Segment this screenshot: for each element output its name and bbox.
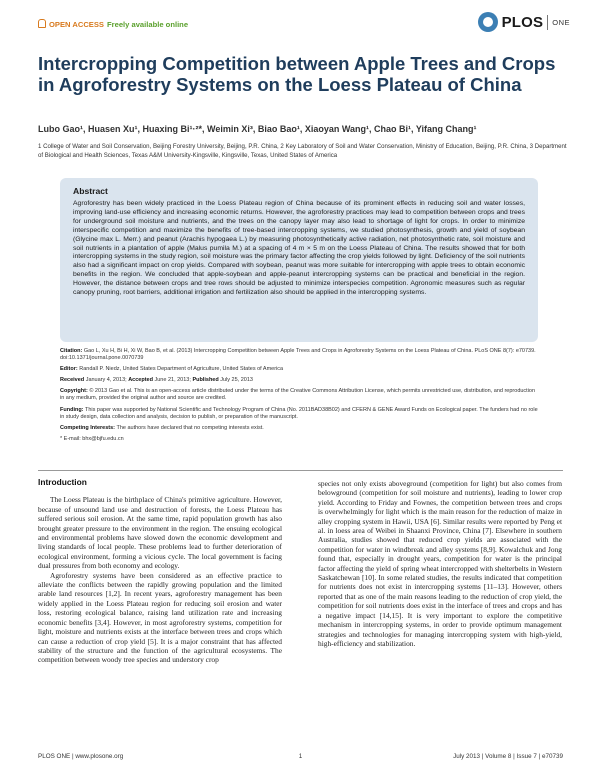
body-column-right	[318, 479, 562, 648]
published-date: July 25, 2013	[220, 377, 253, 384]
abstract-box	[60, 178, 538, 342]
footer-journal[interactable]: PLOS ONE | www.plosone.org	[38, 753, 124, 760]
email-line[interactable]: * E-mail: bhx@bjfu.edu.cn	[60, 435, 124, 442]
copyright-text: © 2013 Gao et al. This is an open-access article distributed under the terms of the Creative Commons Attribution License, which permits unrestricted use, distribution, and reproduction in any medium, provided the original author and source are credited.	[60, 388, 536, 402]
copyright-line	[60, 388, 538, 402]
plos-circle-icon	[478, 12, 498, 32]
open-access-banner	[38, 19, 188, 29]
funding-line	[60, 407, 538, 421]
free-availability-label: Freely available online	[107, 20, 189, 29]
funding-text: This paper was supported by National Scientific and Technology Program of China (No. 2011BAD38B02) and CFERN & GENE Award Funds on Ecological paper. The funders had no role in study design, data collection and analysis, decision to publish, or preparation of the manuscript.	[60, 406, 538, 420]
body-column-left	[38, 478, 282, 665]
published-label: Published	[192, 377, 219, 384]
editor-line	[60, 366, 538, 373]
footer-issue: July 2013 | Volume 8 | Issue 7 | e70739	[453, 753, 563, 760]
plos-brand: PLOS	[501, 13, 544, 31]
body-paragraph: The Loess Plateau is the birthplace of China's primitive agriculture. However, because of unsound land use and destruction of forests, the Loess Plateau has suffered serious soil erosion. At the same time, rapid population growth has also brought greater pressure to the environment in the region. The ensuing ecological and environmental problems have slowed down the economic development and living standards of local people. These problems lead to further deterioration of ecological environment, forming a vicious cycle. The local government is facing dual pressures from both economy and ecology.	[38, 495, 282, 571]
open-lock-icon	[38, 19, 46, 28]
dates-line	[60, 377, 538, 384]
citation-line	[60, 348, 538, 362]
body-paragraph: Agroforestry systems have been considered as an effective practice to alleviate the conflicts between the rapidly growing population and the limited arable land resources [1,2]. In recent years, agroforestry management has been widely applied in the Loess Plateau region for reducing soil erosion and water loss, restoring ecological balance, raising land utilization rate and increasing economic benefits [3,4]. However, in most agroforestry systems, competition for light, moisture and nutrients exists at the interface between trees and crops which can cause a reduction of crop yield [5]. It is a major constraint that has affected stability of the structure and the function of the agricultural ecosystems. The competition between woody tree species and understory crop	[38, 570, 282, 665]
section-divider	[38, 470, 563, 471]
page-number: 1	[298, 753, 303, 760]
plos-logo	[478, 12, 570, 32]
accepted-label: Accepted	[128, 377, 153, 384]
citation-label: Citation:	[60, 348, 83, 354]
body-paragraph: species not only exists aboveground (competition for light) but also comes from belowground (competition for soil moisture and nutrients), leading to lower crop yield. According to Friday and Fownes, the competition between trees and crops is overwhelmingly for light which is the main reason for the reduction of maize in alley cropping system in Hawii, USA [6]. Similar results were reported by Peng et al. in loess area of Weibei in Shaanxi Province, China [7]. Elsewhere in southern Australia, studies showed that reduced crop yields are associated with the competition for water in windbreak and alley systems [8,9]. Kowalchuk and Jong found that, especially in drought years, competition for water is the principal factor affecting the yield of spring wheat intercropped with shelterbelts in Western Saskatchewan [10]. In some related studies, the results indicated that competition for nutrients does not exist in intercropping systems [11–13]. However, others reported that as one of the main reasons leading to the reduction of crop yield, the competition for soil nutrients does exist in the interface of trees and crops and has a negative impact [14,15]. It is very important to explore the competitive mechanism in intercropping systems, in order to provide optimum management strategies and technologies for managing intercropping system with high-yield, high-efficiency and stabilization.	[318, 479, 562, 648]
journal-header	[38, 8, 570, 44]
funding-label: Funding:	[60, 406, 84, 413]
author-list: Lubo Gao¹, Huasen Xu¹, Huaxing Bi¹·²*, Weimin Xi³, Biao Bao¹, Xiaoyan Wang¹, Chao Bi¹, Yifang Chang¹	[38, 124, 477, 134]
logo-divider	[547, 15, 548, 30]
plos-one-label: ONE	[552, 17, 570, 27]
citation-text: Gao L, Xu H, Bi H, Xi W, Bao B, et al. (2013) Intercropping Competition between Apple Trees and Crops in Agroforestry Systems on the Loess Plateau of China. PLoS ONE 8(7): e70739. doi:10.1371/journal.pone.0070739	[60, 348, 536, 362]
abstract-heading: Abstract	[73, 186, 108, 196]
competing-interests-line	[60, 425, 538, 432]
open-access-label: OPEN ACCESS	[49, 20, 104, 29]
article-metadata	[60, 348, 538, 447]
received-date: January 4, 2013;	[85, 377, 127, 384]
introduction-heading: Introduction	[38, 477, 87, 487]
abstract-text: Agroforestry has been widely practiced in the Loess Plateau region of China because of its prominent effects in reducing soil and water losses, improving land-use efficiency and increasing economic returns. However, the agroforestry practices may lead to competition between crops and trees for underground soil moisture and nutrients, and the trees on the canopy layer may also lead to shortage of light for crops. In order to minimize interspecific competition and maximize the benefits of tree-based intercropping systems, we studied photosynthesis, growth and yield of soybean (Glycine max L. Merr.) and peanut (Arachis hypogaea L.) by measuring photosynthetically active radiation, net photosynthetic rate, soil moisture and soil nutrients in a plantation of apple (Malus pumila M.) at a spacing of 4 m × 5 m on the Loess Plateau of China. The results showed that for both intercropping systems in the study region, soil moisture was the primary factor affecting the crop yields followed by light. Deficiency of the soil nutrients also had a significant impact on crop yields. Compared with soybean, peanut was more suitable for intercropping with apple trees to obtain economic benefits in the region. We concluded that apple-soybean and apple-peanut intercropping systems can be practical and beneficial in the region. However, the distance between crops and tree rows should be adjusted to minimize interspecies competition. Agronomic measures such as regular canopy pruning, root barriers, additional irrigation and fertilization also should be applied in the intercropping systems.	[73, 200, 525, 297]
accepted-date: June 21, 2013;	[154, 377, 191, 384]
competing-interests-text: The authors have declared that no competing interests exist.	[116, 424, 264, 431]
copyright-label: Copyright:	[60, 388, 88, 395]
editor-text: Randall P. Niedz, United States Department of Agriculture, United States of America	[79, 366, 284, 373]
editor-label: Editor:	[60, 366, 78, 373]
received-label: Received	[60, 377, 85, 384]
article-title: Intercropping Competition between Apple Trees and Crops in Agroforestry Systems on the Loess Plateau of China	[38, 53, 556, 95]
competing-interests-label: Competing Interests:	[60, 424, 116, 431]
affiliations: 1 College of Water and Soil Conservation, Beijing Forestry University, Beijing, P.R. China, 2 Key Laboratory of Soil and Water Conservation, Ministry of Education, Beijing, P.R. China, 3 Department of Biological and Health Sciences, Texas A&M University-Kingsville, Kingsville, Texas, United States of America	[38, 143, 567, 159]
